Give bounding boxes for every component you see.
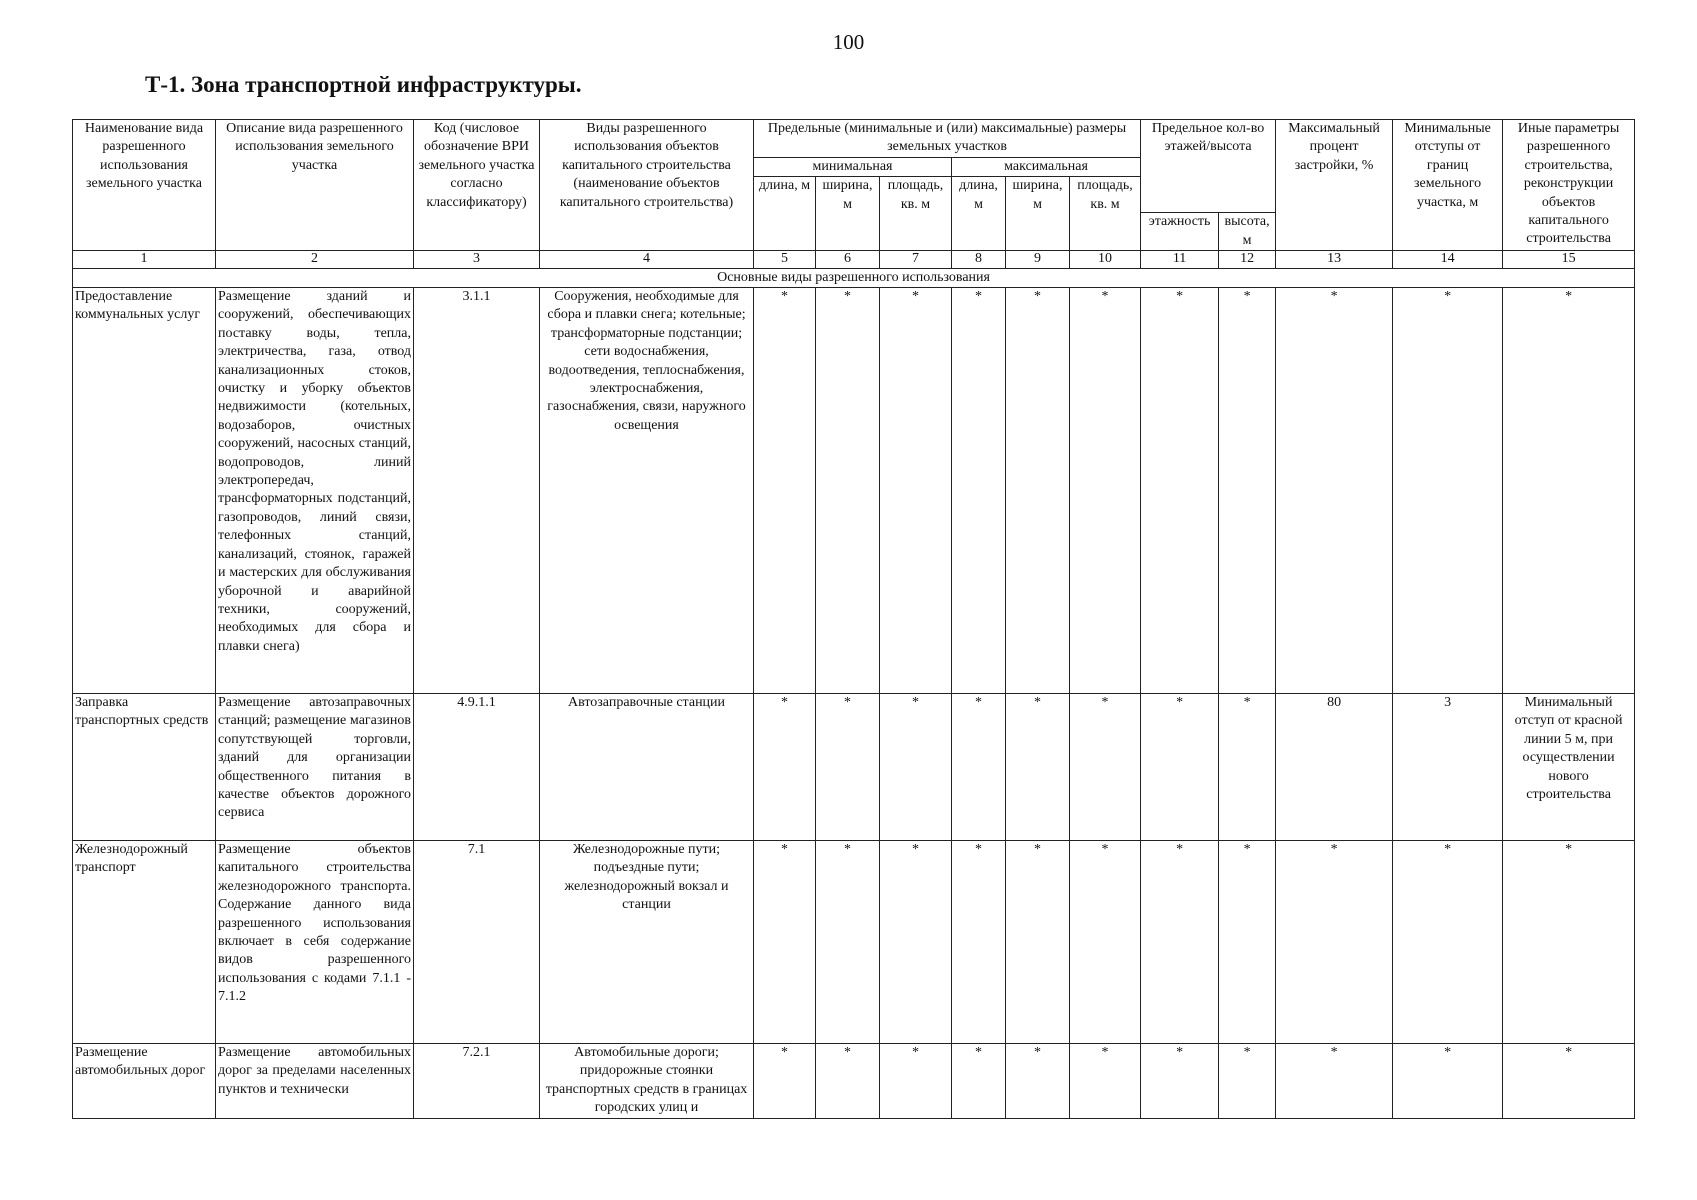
row-min-width: * [816, 288, 880, 694]
row-max-width: * [1006, 841, 1070, 1044]
header-maximum: максимальная [952, 157, 1141, 176]
page-number: 100 [832, 30, 865, 54]
column-number-row [73, 251, 1635, 269]
column-number: 15 [1503, 251, 1635, 269]
row-description: Размещение зданий и сооружений, обеспечивающих поставку воды, тепла, электричества, газа, отвод канализационных стоков, очистку и уборку объектов недвижимости (котельных, водозаборов, очистных сооружений, насосных станций, водопроводов, линий электропередач, трансформаторных подстанций, газопроводов, линий связи, телефонных станций, канализаций, стоянок, гаражей и мастерских для обслуживания уборочной и аварийной техники, сооружений, необходимых для сбора и плавки снега) [216, 288, 414, 694]
row-height: * [1219, 1044, 1276, 1119]
row-min-width: * [816, 841, 880, 1044]
row-name: Заправка транспортных средств [73, 694, 216, 841]
header-vri-name: Наименование вида разрешенного использования земельного участка [73, 120, 216, 251]
row-min-area: * [880, 288, 952, 694]
row-floors: * [1141, 841, 1219, 1044]
row-min-area: * [880, 694, 952, 841]
row-min-length: * [754, 288, 816, 694]
row-max-length: * [952, 694, 1006, 841]
row-max-width: * [1006, 288, 1070, 694]
row-min-length: * [754, 1044, 816, 1119]
column-number: 9 [1006, 251, 1070, 269]
section-label: Основные виды разрешенного использования [73, 269, 1635, 288]
row-other-params: * [1503, 288, 1635, 694]
header-min-setbacks: Минимальные отступы от границ земельного участка, м [1393, 120, 1503, 251]
table-row [73, 288, 1635, 694]
column-number: 4 [540, 251, 754, 269]
header-plot-limits: Предельные (минимальные и (или) максимальные) размеры земельных участков [754, 120, 1141, 158]
row-objects: Автомобильные дороги; придорожные стоянки транспортных средств в границах городских улиц и [540, 1044, 754, 1119]
row-min-length: * [754, 694, 816, 841]
row-min-length: * [754, 841, 816, 1044]
header-minimum: минимальная [754, 157, 952, 176]
row-min-setback: 3 [1393, 694, 1503, 841]
row-name: Железнодорожный транспорт [73, 841, 216, 1044]
header-min-area: площадь, кв. м [880, 177, 952, 251]
column-number: 1 [73, 251, 216, 269]
column-number: 6 [816, 251, 880, 269]
row-other-params: Минимальный отступ от красной линии 5 м, при осуществлении нового строительства [1503, 694, 1635, 841]
row-height: * [1219, 694, 1276, 841]
row-min-width: * [816, 694, 880, 841]
row-floors: * [1141, 1044, 1219, 1119]
column-number: 14 [1393, 251, 1503, 269]
header-min-width: ширина, м [816, 177, 880, 251]
column-number: 11 [1141, 251, 1219, 269]
row-max-area: * [1070, 694, 1141, 841]
header-max-length: длина, м [952, 177, 1006, 251]
row-objects: Железнодорожные пути; подъездные пути; железнодорожный вокзал и станции [540, 841, 754, 1044]
column-number: 13 [1276, 251, 1393, 269]
row-max-length: * [952, 1044, 1006, 1119]
row-min-setback: * [1393, 841, 1503, 1044]
row-floors: * [1141, 694, 1219, 841]
row-max-coverage: * [1276, 288, 1393, 694]
row-max-area: * [1070, 841, 1141, 1044]
row-max-coverage: * [1276, 1044, 1393, 1119]
column-number: 5 [754, 251, 816, 269]
column-number: 2 [216, 251, 414, 269]
column-number: 10 [1070, 251, 1141, 269]
row-min-setback: * [1393, 288, 1503, 694]
row-description: Размещение автомобильных дорог за пределами населенных пунктов и технически [216, 1044, 414, 1119]
column-number: 8 [952, 251, 1006, 269]
header-max-coverage: Максимальный процент застройки, % [1276, 120, 1393, 251]
row-max-area: * [1070, 288, 1141, 694]
row-other-params: * [1503, 841, 1635, 1044]
row-description: Размещение объектов капитального строительства железнодорожного транспорта. Содержание данного вида разрешенного использования включает в себя содержание видов разрешенного использования с кодами 7.1.1 - 7.1.2 [216, 841, 414, 1044]
row-code: 7.1 [414, 841, 540, 1044]
row-floors: * [1141, 288, 1219, 694]
row-objects: Автозаправочные станции [540, 694, 754, 841]
row-max-length: * [952, 841, 1006, 1044]
header-row-1 [73, 120, 1635, 158]
row-description: Размещение автозаправочных станций; размещение магазинов сопутствующей торговли, зданий для организации общественного питания в качестве объектов дорожного сервиса [216, 694, 414, 841]
column-number: 7 [880, 251, 952, 269]
row-max-width: * [1006, 1044, 1070, 1119]
row-code: 7.2.1 [414, 1044, 540, 1119]
row-max-area: * [1070, 1044, 1141, 1119]
header-floors-group: Предельное кол-во этажей/высота [1141, 120, 1276, 213]
row-objects: Сооружения, необходимые для сбора и плавки снега; котельные; трансформаторные подстанции; сети водоснабжения, водоотведения, теплоснабжения, электроснабжения, газоснабжения, связи, наружного освещения [540, 288, 754, 694]
row-max-width: * [1006, 694, 1070, 841]
header-height: высота, м [1219, 213, 1276, 251]
page-title: Т-1. Зона транспортной инфраструктуры. [145, 72, 582, 97]
table-row [73, 841, 1635, 1044]
zoning-table [72, 119, 1635, 1119]
header-vri-code: Код (числовое обозначение ВРИ земельного участка согласно классификатору) [414, 120, 540, 251]
header-max-width: ширина, м [1006, 177, 1070, 251]
column-number: 3 [414, 251, 540, 269]
row-code: 4.9.1.1 [414, 694, 540, 841]
row-min-width: * [816, 1044, 880, 1119]
table-row [73, 1044, 1635, 1119]
row-min-area: * [880, 841, 952, 1044]
header-vri-description: Описание вида разрешенного использования земельного участка [216, 120, 414, 251]
row-min-area: * [880, 1044, 952, 1119]
row-min-setback: * [1393, 1044, 1503, 1119]
header-oks-types: Виды разрешенного использования объектов капитального строительства (наименование объектов капитального строительства) [540, 120, 754, 251]
table-row [73, 694, 1635, 841]
row-other-params: * [1503, 1044, 1635, 1119]
header-max-area: площадь, кв. м [1070, 177, 1141, 251]
row-max-coverage: * [1276, 841, 1393, 1044]
section-row [73, 269, 1635, 288]
header-floors: этажность [1141, 213, 1219, 251]
row-code: 3.1.1 [414, 288, 540, 694]
header-other-params: Иные параметры разрешенного строительства, реконструкции объектов капитального строительства [1503, 120, 1635, 251]
row-height: * [1219, 288, 1276, 694]
row-max-coverage: 80 [1276, 694, 1393, 841]
header-min-length: длина, м [754, 177, 816, 251]
row-height: * [1219, 841, 1276, 1044]
row-name: Предоставление коммунальных услуг [73, 288, 216, 694]
row-name: Размещение автомобильных дорог [73, 1044, 216, 1119]
column-number: 12 [1219, 251, 1276, 269]
row-max-length: * [952, 288, 1006, 694]
